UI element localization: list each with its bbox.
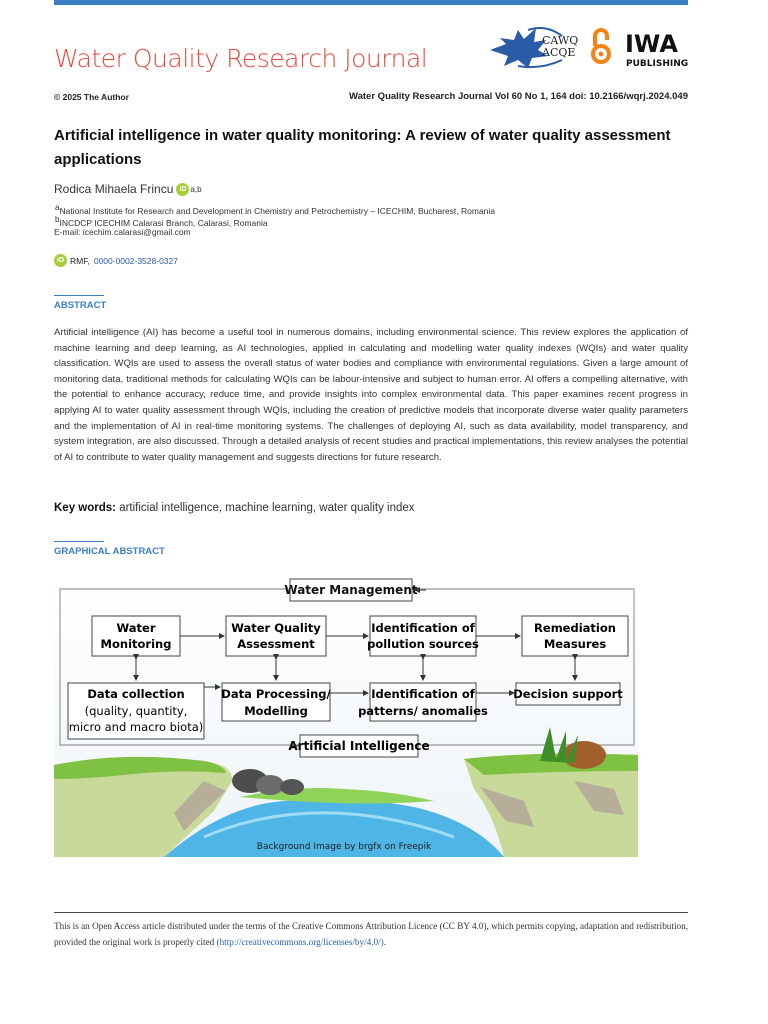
affiliation-a: aNational Institute for Research and Development in Chemistry and Petrochemistry – ICECHIM, Bucharest, Romania	[55, 203, 496, 216]
svg-text:Water Management: Water Management	[284, 583, 418, 597]
svg-text:Artificial Intelligence: Artificial Intelligence	[288, 739, 430, 753]
graphical-abstract-rule	[54, 541, 104, 542]
keywords-line	[54, 502, 415, 514]
box-water-monitoring[interactable]	[92, 616, 180, 656]
author-email[interactable]: E-mail: icechim.calarasi@gmail.com	[54, 227, 191, 237]
svg-text:Decision support: Decision support	[513, 687, 623, 701]
footer-rule	[54, 912, 688, 913]
keywords-label: Key words:	[54, 502, 116, 514]
author-name[interactable]: Rodica Mihaela Frincu	[54, 182, 174, 196]
svg-text:pollution sources: pollution sources	[367, 637, 479, 651]
box-data-processing[interactable]	[221, 683, 331, 721]
box-water-quality-assessment[interactable]	[226, 616, 326, 656]
iwa-logo[interactable]	[625, 30, 688, 69]
journal-title[interactable]: Water Quality Research Journal	[54, 44, 428, 73]
svg-text:micro and macro biota): micro and macro biota)	[68, 720, 204, 734]
copyright-line: © 2025 The Author	[54, 92, 129, 102]
background-credit: Background Image by brgfx on Freepik	[256, 842, 432, 852]
box-pollution-sources[interactable]	[367, 616, 479, 656]
svg-text:Measures: Measures	[543, 637, 607, 651]
acqe-text: ACQE	[542, 46, 576, 59]
article-title: Artificial intelligence in water quality monitoring: A review of water quality assessment applications	[54, 127, 671, 168]
svg-text:Modelling: Modelling	[244, 704, 308, 718]
orcid-icon[interactable]: iD	[176, 183, 189, 196]
open-access-icon	[593, 30, 609, 62]
svg-text:Remediation: Remediation	[534, 621, 616, 635]
top-accent-bar	[54, 0, 688, 5]
svg-text:Data Processing/: Data Processing/	[221, 687, 331, 701]
svg-text:patterns/ anomalies: patterns/ anomalies	[358, 704, 488, 718]
svg-text:Water Quality: Water Quality	[231, 621, 321, 635]
affiliation-b: bINCDCP ICECHIM Calarasi Branch, Calarasi, Romania	[55, 215, 268, 228]
orcid-line	[54, 254, 178, 267]
cawq-text: CAWQ	[542, 34, 579, 47]
svg-text:Monitoring: Monitoring	[100, 637, 172, 651]
author-affiliation-marks: a,b	[190, 184, 202, 194]
svg-text:(quality, quantity,: (quality, quantity,	[84, 704, 188, 718]
publishing-text: PUBLISHING	[626, 59, 688, 69]
abstract-heading: ABSTRACT	[54, 300, 107, 311]
keywords-text: artificial intelligence, machine learning, water quality index	[119, 502, 415, 514]
svg-text:Identification of: Identification of	[371, 621, 475, 635]
author-line	[54, 182, 202, 196]
box-decision-support[interactable]	[513, 683, 623, 705]
graphical-abstract-heading: GRAPHICAL ABSTRACT	[54, 546, 165, 557]
water-management-box[interactable]	[284, 579, 417, 601]
license-text: This is an Open Access article distributed under the terms of the Creative Commons Attribution Licence (CC BY 4.0), which permits copying, adaptation and redistribution, provided the original work is properly cited	[54, 921, 688, 947]
orcid-link[interactable]: 0000-0002-3528-0327	[93, 255, 178, 266]
iwa-text: IWA	[625, 30, 678, 58]
orcid-initials: RMF,	[70, 255, 90, 266]
box-remediation-measures[interactable]	[522, 616, 628, 656]
graphical-abstract[interactable]	[54, 575, 638, 857]
license-link[interactable]: (http://creativecommons.org/licenses/by/4.0/)	[216, 937, 384, 947]
svg-text:Identification of: Identification of	[371, 687, 475, 701]
svg-text:Water: Water	[116, 621, 156, 635]
box-patterns-anomalies[interactable]	[358, 683, 488, 721]
abstract-text: Artificial intelligence (AI) has become a useful tool in numerous domains, including environmental science. This review explores the application of machine learning and deep learning, as AI technologies, applied in calculating and modelling water quality indexes (WQIs) and water quality classification. WQIs are used to assess the overall status of water bodies and compliance with environmental regulations. Given a large amount of monitoring data, traditional methods for calculating WQIs can be labour-intensive and subject to human error. AI offers a compelling alternative, with the potential to enhance accuracy, reduce time, and provide insights into complex environmental data. This paper examines recent progress in applying AI to water quality assessment through WQIs, including the creation of predictive models that incorporate diverse water quality parameters and the implementation of AI in real-time monitoring systems. The challenges of deploying AI, such as data availability, model transparency, and system integration, are also discussed. Through a detailed analysis of recent studies and practical implementations, this review analyses the potential of AI to contribute to water quality management and suggests directions for future research.	[54, 327, 688, 463]
publisher-logos	[488, 22, 688, 72]
artificial-intelligence-box[interactable]	[288, 735, 429, 757]
orcid-icon: iD	[54, 254, 67, 267]
abstract-rule	[54, 295, 104, 296]
cawq-logo[interactable]	[490, 28, 578, 68]
license-footer: This is an Open Access article distributed under the terms of the Creative Commons Attribution Licence (CC BY 4.0), which permits copying, adaptation and redistribution, provided the original work is properly cited (http://creativecommons.org/licenses/by/4.0/).	[54, 921, 688, 947]
svg-text:Data collection: Data collection	[87, 687, 185, 701]
svg-text:Assessment: Assessment	[237, 637, 315, 651]
citation-line[interactable]: Water Quality Research Journal Vol 60 No 1, 164 doi: 10.2166/wqrj.2024.049	[349, 91, 688, 102]
box-data-collection[interactable]	[68, 683, 204, 739]
